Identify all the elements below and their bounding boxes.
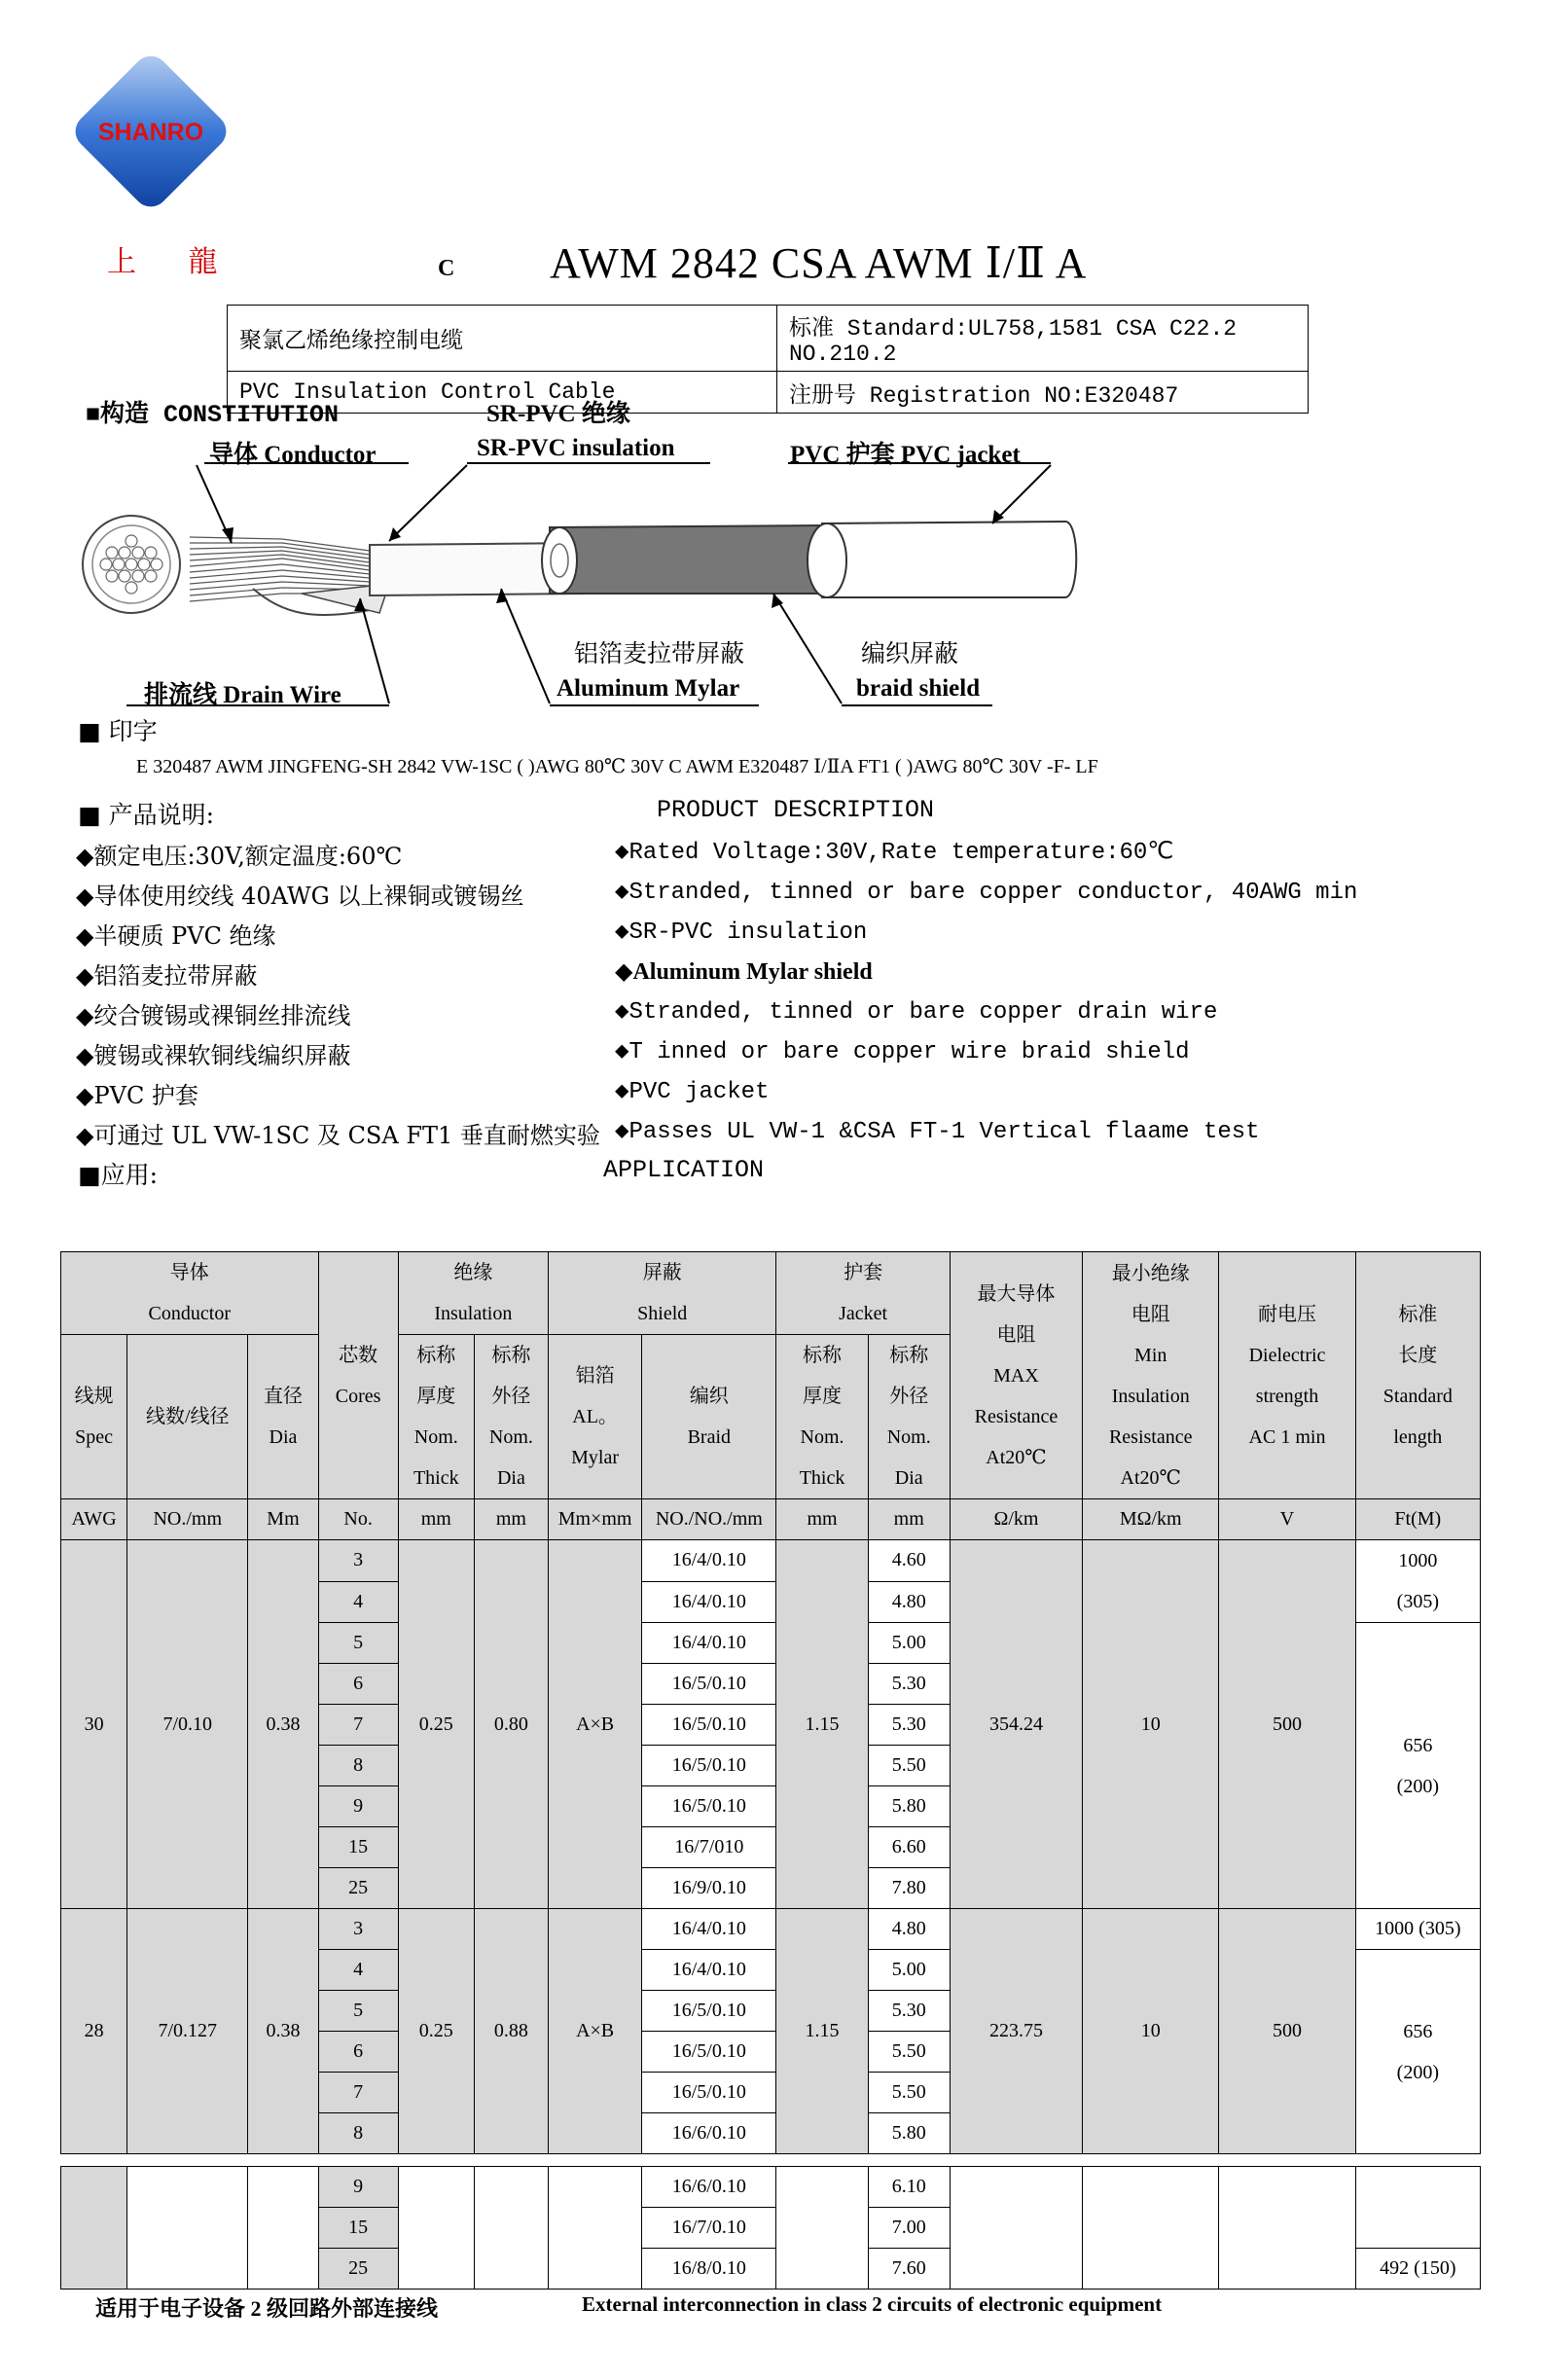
jacket-dia-cell: 6.10 bbox=[868, 2167, 950, 2208]
table-row bbox=[61, 1540, 1481, 1582]
unit-cell: AWG bbox=[61, 1499, 127, 1540]
jacket-dia-cell: 7.80 bbox=[868, 1868, 950, 1909]
desc-en-4: ◆Aluminum Mylar shield bbox=[615, 959, 873, 985]
desc-en-5: ◆Stranded, tinned or bare copper drain wire bbox=[615, 999, 1218, 1026]
desc-cn-1: ◆额定电压:30V,额定温度:60℃ bbox=[76, 843, 403, 870]
braid-cell: 16/5/0.10 bbox=[642, 1991, 776, 2032]
header-length: 标准 长度 Standard length bbox=[1355, 1252, 1480, 1499]
jacket-dia-cell: 5.50 bbox=[868, 2073, 950, 2113]
braid-cell: 16/5/0.10 bbox=[642, 2032, 776, 2073]
header-min-insulation: 最小绝缘 电阻 Min Insulation Resistance At20℃ bbox=[1083, 1252, 1219, 1499]
min-insulation-cell bbox=[1083, 2167, 1219, 2290]
ins-dia-cell bbox=[474, 2167, 548, 2290]
jacket-thick-cell: 1.15 bbox=[776, 1540, 868, 1909]
table-row bbox=[61, 2167, 1481, 2208]
braid-cell: 16/6/0.10 bbox=[642, 2113, 776, 2154]
header-braid: 编织 Braid bbox=[642, 1335, 776, 1499]
braid-cell: 16/5/0.10 bbox=[642, 1746, 776, 1786]
awg-cell: 30 bbox=[61, 1540, 127, 1909]
jacket-dia-cell: 4.60 bbox=[868, 1540, 950, 1582]
cores-cell: 6 bbox=[318, 2032, 398, 2073]
jacket-dia-cell: 6.60 bbox=[868, 1827, 950, 1868]
ins-thick-cell bbox=[398, 2167, 474, 2290]
header-cores: 芯数 Cores bbox=[318, 1252, 398, 1499]
group-awg28 bbox=[61, 1909, 1481, 2154]
cores-cell: 3 bbox=[318, 1909, 398, 1950]
ins-dia-cell: 0.80 bbox=[474, 1540, 548, 1909]
braid-cell: 16/5/0.10 bbox=[642, 1705, 776, 1746]
jacket-dia-cell: 4.80 bbox=[868, 1909, 950, 1950]
marking-text: E 320487 AWM JINGFENG-SH 2842 VW-1SC ( )AWG 80℃ 30V C AWM E320487 Ⅰ/ⅡA FT1 ( )AWG 80℃ 30V -F- LF bbox=[136, 756, 1098, 777]
unit-cell: V bbox=[1219, 1499, 1355, 1540]
unit-cell: mm bbox=[474, 1499, 548, 1540]
jacket-dia-cell: 4.80 bbox=[868, 1581, 950, 1623]
construction-heading: ■构造 CONSTITUTION bbox=[86, 401, 340, 429]
jacket-dia-cell: 5.30 bbox=[868, 1705, 950, 1746]
units-row bbox=[61, 1499, 1481, 1540]
cores-cell: 9 bbox=[318, 1786, 398, 1827]
unit-cell: mm bbox=[776, 1499, 868, 1540]
desc-en-6: ◆T inned or bare copper wire braid shield bbox=[615, 1039, 1190, 1065]
cores-cell: 4 bbox=[318, 1581, 398, 1623]
conductor-label: 导体 Conductor bbox=[209, 442, 377, 468]
braid-cell: 16/8/0.10 bbox=[642, 2249, 776, 2290]
mylar-cell: A×B bbox=[549, 1540, 642, 1909]
group-continued bbox=[61, 2167, 1481, 2290]
desc-en-1: ◆Rated Voltage:30V,Rate temperature:60℃ bbox=[615, 840, 1174, 866]
dielectric-cell bbox=[1219, 2167, 1355, 2290]
jacket-dia-cell: 7.60 bbox=[868, 2249, 950, 2290]
cores-cell: 25 bbox=[318, 1868, 398, 1909]
braid-cell: 16/7/0.10 bbox=[642, 2208, 776, 2249]
group-awg30 bbox=[61, 1540, 1481, 1909]
length-cell: 1000 (305) bbox=[1355, 1909, 1480, 1950]
unit-cell: NO./NO./mm bbox=[642, 1499, 776, 1540]
application-heading-en: APPLICATION bbox=[603, 1156, 765, 1184]
jacket-thick-cell bbox=[776, 2167, 868, 2290]
unit-cell: MΩ/km bbox=[1083, 1499, 1219, 1540]
jacket-dia-cell: 5.50 bbox=[868, 2032, 950, 2073]
spec-table-continued bbox=[60, 2166, 1481, 2290]
cores-cell: 5 bbox=[318, 1623, 398, 1664]
cable-name-cn: 聚氯乙烯绝缘控制电缆 bbox=[228, 306, 777, 372]
desc-cn-2: ◆导体使用绞线 40AWG 以上裸铜或镀锡丝 bbox=[76, 883, 524, 910]
jacket-dia-cell: 5.00 bbox=[868, 1950, 950, 1991]
max-resistance-cell: 354.24 bbox=[950, 1540, 1082, 1909]
mylar-cn-label: 铝箔麦拉带屏蔽 bbox=[574, 641, 745, 667]
header-conductor: 导体 Conductor bbox=[61, 1252, 319, 1335]
cores-cell: 15 bbox=[318, 2208, 398, 2249]
header-insulation: 绝缘 Insulation bbox=[398, 1252, 548, 1335]
cores-cell: 8 bbox=[318, 2113, 398, 2154]
desc-en-3: ◆SR-PVC insulation bbox=[615, 920, 868, 946]
braid-cell: 16/5/0.10 bbox=[642, 2073, 776, 2113]
max-resistance-cell: 223.75 bbox=[950, 1909, 1082, 2154]
desc-cn-6: ◆镀锡或裸软铜线编织屏蔽 bbox=[76, 1042, 351, 1069]
strand-cell: 7/0.127 bbox=[127, 1909, 248, 2154]
braid-cell: 16/5/0.10 bbox=[642, 1664, 776, 1705]
braid-cn-label: 编织屏蔽 bbox=[861, 641, 959, 667]
footer-cn: 适用于电子设备 2 级回路外部连接线 bbox=[95, 2296, 439, 2321]
min-insulation-cell: 10 bbox=[1083, 1909, 1219, 2154]
ins-thick-cell: 0.25 bbox=[398, 1540, 474, 1909]
cores-cell: 15 bbox=[318, 1827, 398, 1868]
marking-heading: ■ 印字 bbox=[78, 717, 158, 745]
awg-cell bbox=[61, 2167, 127, 2290]
application-heading-cn: ■应用: bbox=[78, 1161, 159, 1189]
unit-cell: Ft(M) bbox=[1355, 1499, 1480, 1540]
header-mylar: 铝箔 AL。 Mylar bbox=[549, 1335, 642, 1499]
dielectric-cell: 500 bbox=[1219, 1909, 1355, 2154]
header-ins-dia: 标称 外径 Nom. Dia bbox=[474, 1335, 548, 1499]
strand-cell bbox=[127, 2167, 248, 2290]
cross-section-icon bbox=[83, 516, 180, 613]
header-strand: 线数/线径 bbox=[127, 1335, 248, 1499]
cores-cell: 7 bbox=[318, 1705, 398, 1746]
desc-cn-8: ◆可通过 UL VW-1SC 及 CSA FT1 垂直耐燃实验 bbox=[76, 1122, 600, 1149]
header-dia: 直径 Dia bbox=[248, 1335, 318, 1499]
cable-name-en: PVC Insulation Control Cable bbox=[228, 372, 777, 414]
product-heading-en: PRODUCT DESCRIPTION bbox=[657, 796, 935, 824]
length-cell bbox=[1355, 2167, 1480, 2249]
braid-cell: 16/4/0.10 bbox=[642, 1950, 776, 1991]
cores-cell: 7 bbox=[318, 2073, 398, 2113]
desc-cn-4: ◆铝箔麦拉带屏蔽 bbox=[76, 962, 258, 990]
header-dielectric: 耐电压 Dielectric strength AC 1 min bbox=[1219, 1252, 1355, 1499]
footer-en: External interconnection in class 2 circuits of electronic equipment bbox=[582, 2292, 1163, 2316]
braid-cell: 16/7/010 bbox=[642, 1827, 776, 1868]
braid-cell: 16/4/0.10 bbox=[642, 1540, 776, 1582]
jacket-dia-cell: 5.30 bbox=[868, 1664, 950, 1705]
braid-cell: 16/5/0.10 bbox=[642, 1786, 776, 1827]
header-ins-thick: 标称 厚度 Nom. Thick bbox=[398, 1335, 474, 1499]
ins-thick-cell: 0.25 bbox=[398, 1909, 474, 2154]
ins-dia-cell: 0.88 bbox=[474, 1909, 548, 2154]
unit-cell: NO./mm bbox=[127, 1499, 248, 1540]
desc-cn-3: ◆半硬质 PVC 绝缘 bbox=[76, 922, 276, 950]
jacket-dia-cell: 7.00 bbox=[868, 2208, 950, 2249]
product-heading-cn: ■ 产品说明: bbox=[78, 801, 214, 829]
cores-cell: 4 bbox=[318, 1950, 398, 1991]
header-spec: 线规 Spec bbox=[61, 1335, 127, 1499]
jacket-label: PVC 护套 PVC jacket bbox=[790, 442, 1021, 468]
unit-cell: Mm×mm bbox=[549, 1499, 642, 1540]
jacket-dia-cell: 5.80 bbox=[868, 2113, 950, 2154]
drain-wire-label: 排流线 Drain Wire bbox=[144, 682, 341, 708]
unit-cell: No. bbox=[318, 1499, 398, 1540]
desc-cn-5: ◆绞合镀锡或裸铜丝排流线 bbox=[76, 1002, 351, 1029]
registration: 注册号 Registration NO:E320487 bbox=[777, 372, 1309, 414]
desc-en-2: ◆Stranded, tinned or bare copper conductor, 40AWG min bbox=[615, 880, 1358, 906]
length-cell: 656 (200) bbox=[1355, 1623, 1480, 1909]
mylar-en-label: Aluminum Mylar bbox=[557, 675, 740, 702]
srpvc-en-label: SR-PVC insulation bbox=[477, 435, 675, 461]
strand-cell: 7/0.10 bbox=[127, 1540, 248, 1909]
mylar-cell: A×B bbox=[549, 1909, 642, 2154]
unit-cell: Mm bbox=[248, 1499, 318, 1540]
cores-cell: 5 bbox=[318, 1991, 398, 2032]
length-cell: 1000 (305) bbox=[1355, 1540, 1480, 1623]
min-insulation-cell: 10 bbox=[1083, 1540, 1219, 1909]
shanro-logo bbox=[58, 39, 243, 224]
dia-cell: 0.38 bbox=[248, 1909, 318, 2154]
logo-text: SHANRO bbox=[97, 119, 204, 146]
unit-cell: Ω/km bbox=[950, 1499, 1082, 1540]
header-shield: 屏蔽 Shield bbox=[549, 1252, 776, 1335]
braid-cell: 16/9/0.10 bbox=[642, 1868, 776, 1909]
desc-cn-7: ◆PVC 护套 bbox=[76, 1082, 198, 1109]
srpvc-cn-label: SR-PVC 绝缘 bbox=[486, 401, 630, 427]
jacket-dia-cell: 5.30 bbox=[868, 1991, 950, 2032]
unit-cell: mm bbox=[398, 1499, 474, 1540]
cores-cell: 25 bbox=[318, 2249, 398, 2290]
awg-cell: 28 bbox=[61, 1909, 127, 2154]
cores-cell: 3 bbox=[318, 1540, 398, 1582]
braid-cell: 16/6/0.10 bbox=[642, 2167, 776, 2208]
info-table bbox=[227, 305, 1309, 414]
brand-chinese: 上 龍 bbox=[107, 245, 239, 279]
braid-cell: 16/4/0.10 bbox=[642, 1909, 776, 1950]
jacket-thick-cell: 1.15 bbox=[776, 1909, 868, 2154]
table-row bbox=[61, 1909, 1481, 1950]
jacket-dia-cell: 5.80 bbox=[868, 1786, 950, 1827]
cores-cell: 8 bbox=[318, 1746, 398, 1786]
spec-table bbox=[60, 1251, 1481, 2154]
header-jacket-dia: 标称 外径 Nom. Dia bbox=[868, 1335, 950, 1499]
header-jacket-thick: 标称 厚度 Nom. Thick bbox=[776, 1335, 868, 1499]
header-jacket: 护套 Jacket bbox=[776, 1252, 950, 1335]
cores-cell: 6 bbox=[318, 1664, 398, 1705]
braid-en-label: braid shield bbox=[856, 675, 981, 702]
cable-diagram bbox=[58, 428, 1129, 720]
title-prefix: C bbox=[438, 256, 455, 281]
length-cell: 492 (150) bbox=[1355, 2249, 1480, 2290]
dielectric-cell: 500 bbox=[1219, 1540, 1355, 1909]
dia-cell bbox=[248, 2167, 318, 2290]
braid-cell: 16/4/0.10 bbox=[642, 1623, 776, 1664]
braid-cell: 16/4/0.10 bbox=[642, 1581, 776, 1623]
page-title: AWM 2842 CSA AWM Ⅰ/Ⅱ A bbox=[550, 239, 1088, 287]
unit-cell: mm bbox=[868, 1499, 950, 1540]
max-resistance-cell bbox=[950, 2167, 1082, 2290]
mylar-cell bbox=[548, 2167, 641, 2290]
cores-cell: 9 bbox=[318, 2167, 398, 2208]
dia-cell: 0.38 bbox=[248, 1540, 318, 1909]
length-cell: 656 (200) bbox=[1355, 1950, 1480, 2154]
standard: 标准 Standard:UL758,1581 CSA C22.2 NO.210.2 bbox=[777, 306, 1309, 372]
header-max-resistance: 最大导体 电阻 MAX Resistance At20℃ bbox=[950, 1252, 1082, 1499]
jacket-dia-cell: 5.50 bbox=[868, 1746, 950, 1786]
desc-en-7: ◆PVC jacket bbox=[615, 1079, 770, 1105]
jacket-dia-cell: 5.00 bbox=[868, 1623, 950, 1664]
desc-en-8: ◆Passes UL VW-1 &CSA FT-1 Vertical flaame test bbox=[615, 1119, 1260, 1145]
